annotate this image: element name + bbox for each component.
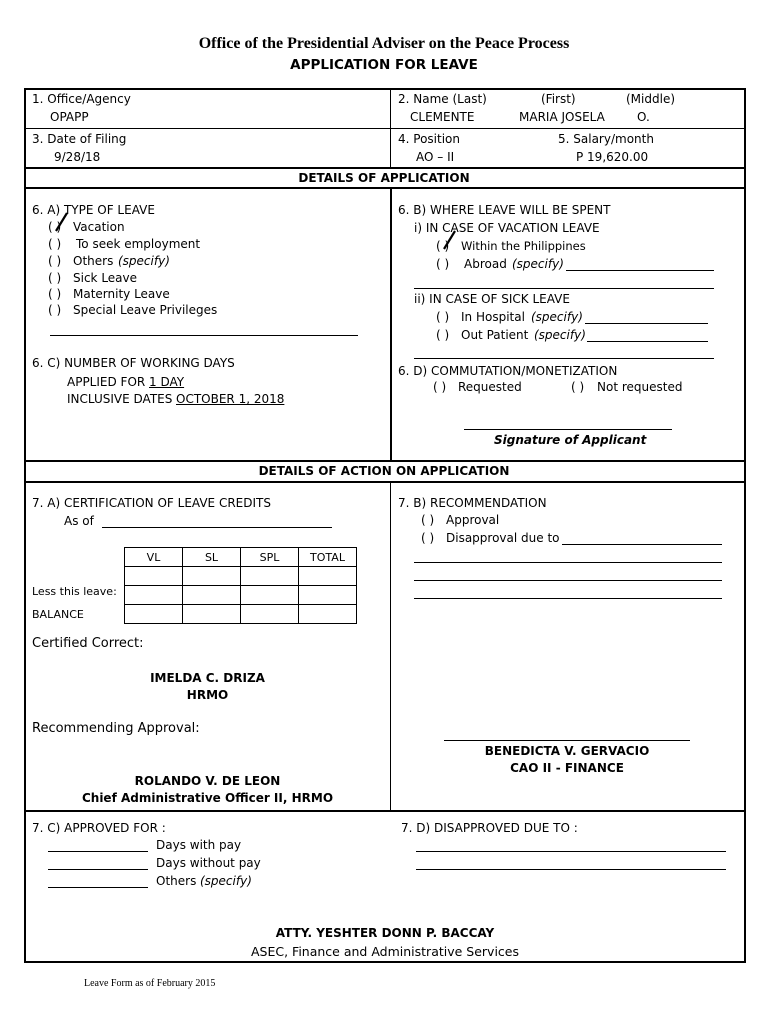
vacation-checkmark-icon [54, 212, 68, 232]
certification-heading: 7. A) CERTIFICATION OF LEAVE CREDITS [32, 496, 271, 510]
approved-for-heading: 7. C) APPROVED FOR : [32, 821, 166, 835]
requested-label: Requested [458, 380, 522, 394]
within-ph-checkmark-icon [442, 230, 456, 250]
approval-paren: ( ) [421, 513, 435, 527]
cell-vl[interactable] [125, 586, 183, 605]
abroad-specify: (specify) [512, 257, 564, 271]
others-specify: (specify) [118, 254, 170, 268]
finance-name: BENEDICTA V. GERVACIO [484, 744, 650, 758]
details-of-action-heading: DETAILS OF ACTION ON APPLICATION [258, 464, 510, 478]
days-without-pay-line[interactable] [48, 869, 148, 870]
name-middle-label: (Middle) [626, 92, 676, 106]
applied-for-label: APPLIED FOR [67, 375, 146, 389]
balance-label: BALANCE [32, 608, 84, 621]
days-without-pay-label: Days without pay [156, 856, 261, 870]
sick-leave-label: Sick Leave [73, 271, 138, 285]
cell-sl[interactable] [183, 567, 241, 586]
table-header-row [125, 548, 357, 567]
certified-correct-label: Certified Correct: [32, 636, 144, 651]
sick-case-heading: ii) IN CASE OF SICK LEAVE [414, 292, 570, 306]
inclusive-dates-label: INCLUSIVE DATES [67, 392, 173, 406]
footer-note: Leave Form as of February 2015 [84, 978, 216, 989]
date-of-filing-value: 9/28/18 [54, 150, 101, 164]
disapproval-reason-line[interactable] [562, 544, 722, 545]
in-hospital-specify: (specify) [531, 310, 583, 324]
last-name-value: CLEMENTE [410, 110, 475, 124]
in-hospital-label: In Hospital [461, 310, 525, 324]
cell-total[interactable] [299, 605, 357, 624]
col-vl: VL [125, 548, 183, 567]
others-approved-specify: (specify) [200, 874, 252, 888]
type-of-leave-blank-line[interactable] [50, 335, 358, 336]
position-value: AO – II [416, 150, 455, 164]
days-with-pay-label: Days with pay [156, 838, 242, 852]
seek-employment-label: To seek employment [76, 237, 201, 251]
less-this-leave-label: Less this leave: [32, 585, 117, 598]
special-privileges-label: Special Leave Privileges [73, 303, 218, 317]
special-privileges-paren: ( ) [48, 303, 62, 317]
days-with-pay-line[interactable] [48, 851, 148, 852]
final-signatory-title: ASEC, Finance and Administrative Services [250, 944, 519, 959]
disapproved-reason-line[interactable] [416, 851, 726, 852]
inclusive-dates-value[interactable]: OCTOBER 1, 2018 [176, 392, 285, 406]
col-sl: SL [183, 548, 241, 567]
as-of-label: As of [64, 514, 94, 528]
recommendation-line[interactable] [414, 580, 722, 581]
finance-title: CAO II - FINANCE [510, 761, 624, 775]
approval-label: Approval [446, 513, 500, 527]
salary-label: 5. Salary/month [558, 132, 654, 146]
within-ph-paren: ( ) [436, 239, 450, 253]
cell-sl[interactable] [183, 605, 241, 624]
cell-total[interactable] [299, 567, 357, 586]
others-approved-label: Others [156, 874, 197, 888]
middle-initial-value: O. [637, 110, 650, 124]
vacation-paren: ( ) [48, 220, 62, 234]
applicant-signature-label: Signature of Applicant [494, 433, 647, 447]
recommendation-line[interactable] [414, 598, 722, 599]
not-requested-paren: ( ) [571, 380, 585, 394]
cell-total[interactable] [299, 586, 357, 605]
hrmo-name: IMELDA C. DRIZA [150, 671, 265, 685]
disapproved-reason-line[interactable] [416, 869, 726, 870]
col-spl: SPL [241, 548, 299, 567]
cell-spl[interactable] [241, 605, 299, 624]
out-patient-specify: (specify) [534, 328, 586, 342]
final-signatory-name: ATTY. YESHTER DONN P. BACCAY [275, 926, 495, 940]
table-row [125, 567, 357, 586]
others-paren: ( ) [48, 254, 62, 268]
within-ph-label: Within the Philippines [461, 239, 586, 253]
cell-vl[interactable] [125, 567, 183, 586]
recommendation-line[interactable] [414, 562, 722, 563]
first-name-value: MARIA JOSELA [519, 110, 605, 124]
vacation-case-heading: i) IN CASE OF VACATION LEAVE [414, 221, 600, 235]
finance-signature-line[interactable] [444, 740, 690, 741]
cao-title: Chief Administrative Officer II, HRMO [81, 791, 334, 805]
not-requested-label: Not requested [597, 380, 683, 394]
others-line[interactable] [48, 887, 148, 888]
cell-spl[interactable] [241, 567, 299, 586]
col-total: TOTAL [299, 548, 357, 567]
working-days-heading: 6. C) NUMBER OF WORKING DAYS [32, 356, 235, 370]
date-of-filing-label: 3. Date of Filing [32, 132, 127, 146]
name-first-label: (First) [541, 92, 576, 106]
abroad-specify-line[interactable] [566, 270, 714, 271]
cell-vl[interactable] [125, 605, 183, 624]
commutation-heading: 6. D) COMMUTATION/MONETIZATION [398, 364, 618, 378]
requested-paren: ( ) [433, 380, 447, 394]
office-title: Office of the Presidential Adviser on the Peace Process [198, 35, 570, 52]
salary-value: P 19,620.00 [576, 150, 649, 164]
seek-employment-paren: ( ) [48, 237, 62, 251]
where-leave-heading: 6. B) WHERE LEAVE WILL BE SPENT [398, 203, 611, 217]
recommendation-heading: 7. B) RECOMMENDATION [398, 496, 547, 510]
others-label: Others [73, 254, 114, 268]
in-hospital-paren: ( ) [436, 310, 450, 324]
maternity-leave-label: Maternity Leave [73, 287, 170, 301]
recommending-approval-label: Recommending Approval: [32, 721, 200, 736]
table-row [125, 605, 357, 624]
maternity-leave-paren: ( ) [48, 287, 62, 301]
disapproval-label: Disapproval due to [446, 531, 560, 545]
vacation-extra-line[interactable] [414, 288, 714, 289]
name-last-label: 2. Name (Last) [398, 92, 487, 106]
office-agency-label: 1. Office/Agency [32, 92, 131, 106]
abroad-paren: ( ) [436, 257, 450, 271]
abroad-label: Abroad [464, 257, 507, 271]
as-of-line[interactable] [102, 527, 332, 528]
cell-sl[interactable] [183, 586, 241, 605]
form-title: APPLICATION FOR LEAVE [290, 57, 478, 73]
sick-leave-paren: ( ) [48, 271, 62, 285]
disapproved-heading: 7. D) DISAPPROVED DUE TO : [401, 821, 578, 835]
cell-spl[interactable] [241, 586, 299, 605]
leave-credits-table [124, 547, 357, 624]
type-of-leave-heading: 6. A) TYPE OF LEAVE [32, 203, 155, 217]
hrmo-title: HRMO [186, 688, 229, 702]
details-of-application-heading: DETAILS OF APPLICATION [298, 171, 470, 185]
office-agency-value: OPAPP [50, 110, 89, 124]
table-row [125, 586, 357, 605]
out-patient-specify-line[interactable] [587, 341, 708, 342]
sick-extra-line[interactable] [414, 358, 714, 359]
cao-name: ROLANDO V. DE LEON [134, 774, 281, 788]
disapproval-paren: ( ) [421, 531, 435, 545]
position-label: 4. Position [398, 132, 460, 146]
out-patient-label: Out Patient [461, 328, 529, 342]
out-patient-paren: ( ) [436, 328, 450, 342]
applied-for-value[interactable]: 1 DAY [149, 375, 185, 389]
applicant-signature-line[interactable] [464, 429, 672, 430]
in-hospital-specify-line[interactable] [585, 323, 708, 324]
vacation-label: Vacation [73, 220, 125, 234]
